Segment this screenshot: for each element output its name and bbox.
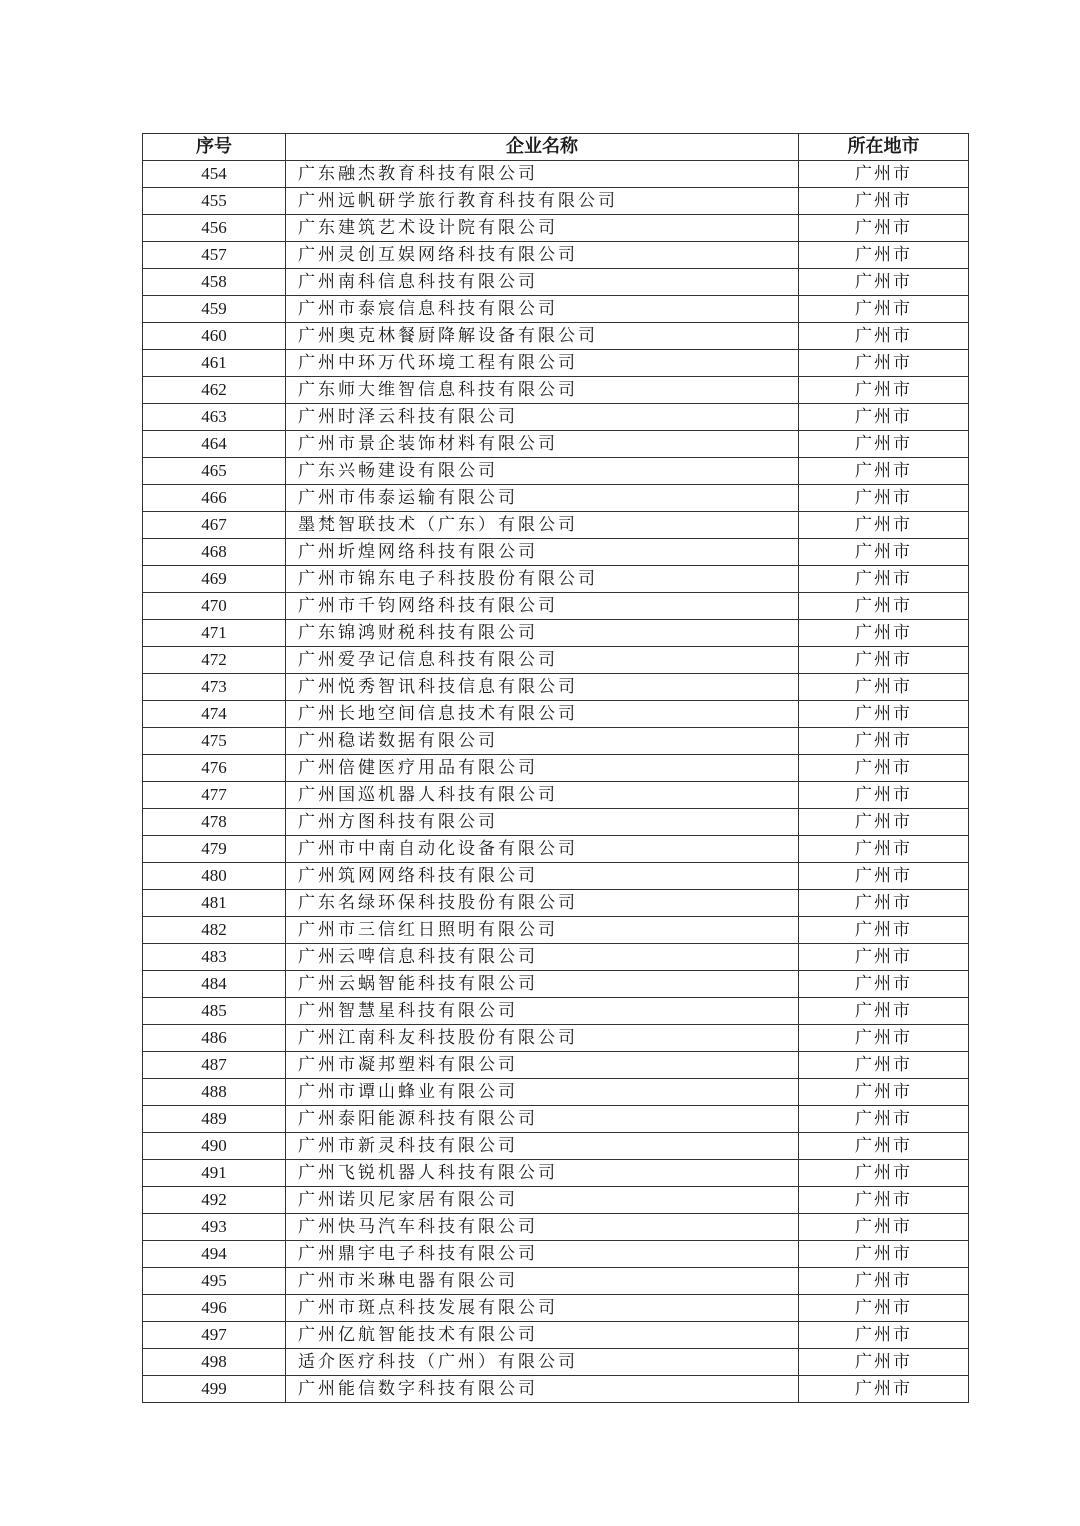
table-header-row	[143, 134, 969, 161]
serial-number-cell: 494	[143, 1241, 286, 1268]
serial-number-cell: 470	[143, 593, 286, 620]
table-row	[143, 1160, 969, 1187]
company-name-cell: 广州倍健医疗用品有限公司	[286, 755, 799, 782]
table-row	[143, 539, 969, 566]
serial-number-cell: 484	[143, 971, 286, 998]
company-name-cell: 广州市米琳电器有限公司	[286, 1268, 799, 1295]
table-row	[143, 917, 969, 944]
enterprise-table	[142, 133, 969, 1403]
company-name-cell: 广州南科信息科技有限公司	[286, 269, 799, 296]
city-cell: 广州市	[799, 269, 969, 296]
city-cell: 广州市	[799, 1079, 969, 1106]
table-row	[143, 350, 969, 377]
serial-number-cell: 464	[143, 431, 286, 458]
serial-number-cell: 475	[143, 728, 286, 755]
table-row	[143, 1079, 969, 1106]
table-row	[143, 863, 969, 890]
table-row	[143, 701, 969, 728]
table-row	[143, 890, 969, 917]
table-row	[143, 1295, 969, 1322]
company-name-cell: 广州江南科友科技股份有限公司	[286, 1025, 799, 1052]
company-name-cell: 广东融杰教育科技有限公司	[286, 161, 799, 188]
company-name-cell: 广州智慧星科技有限公司	[286, 998, 799, 1025]
table-row	[143, 269, 969, 296]
city-cell: 广州市	[799, 1106, 969, 1133]
city-cell: 广州市	[799, 485, 969, 512]
company-name-cell: 广州市谭山蜂业有限公司	[286, 1079, 799, 1106]
serial-number-cell: 472	[143, 647, 286, 674]
city-cell: 广州市	[799, 1133, 969, 1160]
company-name-cell: 广州奥克林餐厨降解设备有限公司	[286, 323, 799, 350]
serial-number-cell: 471	[143, 620, 286, 647]
company-name-cell: 广州市泰宸信息科技有限公司	[286, 296, 799, 323]
table-row	[143, 1241, 969, 1268]
serial-number-cell: 485	[143, 998, 286, 1025]
serial-number-cell: 456	[143, 215, 286, 242]
serial-number-cell: 493	[143, 1214, 286, 1241]
city-cell: 广州市	[799, 647, 969, 674]
city-cell: 广州市	[799, 1052, 969, 1079]
serial-number-cell: 468	[143, 539, 286, 566]
table-row	[143, 836, 969, 863]
header-city: 所在地市	[799, 134, 969, 161]
company-name-cell: 广州长地空间信息技术有限公司	[286, 701, 799, 728]
company-name-cell: 广州时泽云科技有限公司	[286, 404, 799, 431]
company-name-cell: 广州灵创互娱网络科技有限公司	[286, 242, 799, 269]
company-name-cell: 广东名绿环保科技股份有限公司	[286, 890, 799, 917]
table-row	[143, 971, 969, 998]
table-row	[143, 323, 969, 350]
serial-number-cell: 478	[143, 809, 286, 836]
city-cell: 广州市	[799, 458, 969, 485]
company-name-cell: 墨梵智联技术（广东）有限公司	[286, 512, 799, 539]
table-row	[143, 620, 969, 647]
company-name-cell: 广州国巡机器人科技有限公司	[286, 782, 799, 809]
serial-number-cell: 480	[143, 863, 286, 890]
document-page	[142, 133, 968, 1403]
table-row	[143, 188, 969, 215]
table-row	[143, 215, 969, 242]
header-company-name: 企业名称	[286, 134, 799, 161]
table-row	[143, 404, 969, 431]
city-cell: 广州市	[799, 674, 969, 701]
company-name-cell: 广州能信数字科技有限公司	[286, 1376, 799, 1403]
serial-number-cell: 474	[143, 701, 286, 728]
city-cell: 广州市	[799, 242, 969, 269]
city-cell: 广州市	[799, 890, 969, 917]
city-cell: 广州市	[799, 1376, 969, 1403]
city-cell: 广州市	[799, 593, 969, 620]
table-row	[143, 782, 969, 809]
table-row	[143, 377, 969, 404]
table-body	[143, 161, 969, 1403]
serial-number-cell: 477	[143, 782, 286, 809]
serial-number-cell: 486	[143, 1025, 286, 1052]
serial-number-cell: 491	[143, 1160, 286, 1187]
company-name-cell: 广州云蜗智能科技有限公司	[286, 971, 799, 998]
city-cell: 广州市	[799, 917, 969, 944]
city-cell: 广州市	[799, 1025, 969, 1052]
city-cell: 广州市	[799, 782, 969, 809]
serial-number-cell: 496	[143, 1295, 286, 1322]
city-cell: 广州市	[799, 1268, 969, 1295]
serial-number-cell: 481	[143, 890, 286, 917]
table-row	[143, 458, 969, 485]
table-row	[143, 1322, 969, 1349]
serial-number-cell: 467	[143, 512, 286, 539]
company-name-cell: 广州市千钧网络科技有限公司	[286, 593, 799, 620]
table-row	[143, 647, 969, 674]
company-name-cell: 广州方图科技有限公司	[286, 809, 799, 836]
table-row	[143, 1349, 969, 1376]
table-row	[143, 242, 969, 269]
serial-number-cell: 462	[143, 377, 286, 404]
header-serial-number: 序号	[143, 134, 286, 161]
city-cell: 广州市	[799, 701, 969, 728]
table-row	[143, 512, 969, 539]
city-cell: 广州市	[799, 836, 969, 863]
table-row	[143, 728, 969, 755]
table-row	[143, 566, 969, 593]
serial-number-cell: 495	[143, 1268, 286, 1295]
company-name-cell: 广州快马汽车科技有限公司	[286, 1214, 799, 1241]
city-cell: 广州市	[799, 539, 969, 566]
serial-number-cell: 465	[143, 458, 286, 485]
city-cell: 广州市	[799, 350, 969, 377]
table-row	[143, 998, 969, 1025]
company-name-cell: 广州市中南自动化设备有限公司	[286, 836, 799, 863]
table-row	[143, 755, 969, 782]
city-cell: 广州市	[799, 431, 969, 458]
serial-number-cell: 489	[143, 1106, 286, 1133]
table-row	[143, 593, 969, 620]
city-cell: 广州市	[799, 728, 969, 755]
company-name-cell: 广东建筑艺术设计院有限公司	[286, 215, 799, 242]
company-name-cell: 广州云啤信息科技有限公司	[286, 944, 799, 971]
company-name-cell: 广州市锦东电子科技股份有限公司	[286, 566, 799, 593]
serial-number-cell: 488	[143, 1079, 286, 1106]
table-row	[143, 1376, 969, 1403]
table-row	[143, 296, 969, 323]
serial-number-cell: 483	[143, 944, 286, 971]
city-cell: 广州市	[799, 1160, 969, 1187]
serial-number-cell: 499	[143, 1376, 286, 1403]
city-cell: 广州市	[799, 809, 969, 836]
table-row	[143, 944, 969, 971]
company-name-cell: 广州远帆研学旅行教育科技有限公司	[286, 188, 799, 215]
city-cell: 广州市	[799, 755, 969, 782]
company-name-cell: 广州泰阳能源科技有限公司	[286, 1106, 799, 1133]
company-name-cell: 广州亿航智能技术有限公司	[286, 1322, 799, 1349]
serial-number-cell: 479	[143, 836, 286, 863]
company-name-cell: 广东锦鸿财税科技有限公司	[286, 620, 799, 647]
company-name-cell: 广州市三信红日照明有限公司	[286, 917, 799, 944]
city-cell: 广州市	[799, 1295, 969, 1322]
table-row	[143, 431, 969, 458]
serial-number-cell: 457	[143, 242, 286, 269]
city-cell: 广州市	[799, 323, 969, 350]
company-name-cell: 广州鼎宇电子科技有限公司	[286, 1241, 799, 1268]
city-cell: 广州市	[799, 296, 969, 323]
serial-number-cell: 487	[143, 1052, 286, 1079]
city-cell: 广州市	[799, 1349, 969, 1376]
city-cell: 广州市	[799, 998, 969, 1025]
company-name-cell: 广东师大维智信息科技有限公司	[286, 377, 799, 404]
serial-number-cell: 458	[143, 269, 286, 296]
company-name-cell: 广州市斑点科技发展有限公司	[286, 1295, 799, 1322]
serial-number-cell: 482	[143, 917, 286, 944]
city-cell: 广州市	[799, 404, 969, 431]
serial-number-cell: 459	[143, 296, 286, 323]
company-name-cell: 广州悦秀智讯科技信息有限公司	[286, 674, 799, 701]
table-row	[143, 674, 969, 701]
company-name-cell: 广州筑网网络科技有限公司	[286, 863, 799, 890]
serial-number-cell: 469	[143, 566, 286, 593]
city-cell: 广州市	[799, 215, 969, 242]
company-name-cell: 广州市景企装饰材料有限公司	[286, 431, 799, 458]
table-row	[143, 1106, 969, 1133]
table-row	[143, 161, 969, 188]
serial-number-cell: 473	[143, 674, 286, 701]
city-cell: 广州市	[799, 863, 969, 890]
company-name-cell: 广东兴畅建设有限公司	[286, 458, 799, 485]
company-name-cell: 广州飞锐机器人科技有限公司	[286, 1160, 799, 1187]
serial-number-cell: 461	[143, 350, 286, 377]
serial-number-cell: 466	[143, 485, 286, 512]
company-name-cell: 广州市新灵科技有限公司	[286, 1133, 799, 1160]
company-name-cell: 广州中环万代环境工程有限公司	[286, 350, 799, 377]
table-row	[143, 1214, 969, 1241]
table-row	[143, 485, 969, 512]
company-name-cell: 广州市凝邦塑料有限公司	[286, 1052, 799, 1079]
company-name-cell: 广州诺贝尼家居有限公司	[286, 1187, 799, 1214]
company-name-cell: 适介医疗科技（广州）有限公司	[286, 1349, 799, 1376]
company-name-cell: 广州稳诺数据有限公司	[286, 728, 799, 755]
city-cell: 广州市	[799, 944, 969, 971]
city-cell: 广州市	[799, 971, 969, 998]
serial-number-cell: 455	[143, 188, 286, 215]
city-cell: 广州市	[799, 1214, 969, 1241]
table-row	[143, 1187, 969, 1214]
serial-number-cell: 498	[143, 1349, 286, 1376]
table-row	[143, 1052, 969, 1079]
city-cell: 广州市	[799, 620, 969, 647]
city-cell: 广州市	[799, 1322, 969, 1349]
serial-number-cell: 454	[143, 161, 286, 188]
serial-number-cell: 492	[143, 1187, 286, 1214]
serial-number-cell: 490	[143, 1133, 286, 1160]
table-row	[143, 1133, 969, 1160]
city-cell: 广州市	[799, 1187, 969, 1214]
company-name-cell: 广州市伟泰运输有限公司	[286, 485, 799, 512]
company-name-cell: 广州爱孕记信息科技有限公司	[286, 647, 799, 674]
serial-number-cell: 460	[143, 323, 286, 350]
city-cell: 广州市	[799, 566, 969, 593]
city-cell: 广州市	[799, 188, 969, 215]
table-row	[143, 1268, 969, 1295]
serial-number-cell: 476	[143, 755, 286, 782]
table-row	[143, 1025, 969, 1052]
city-cell: 广州市	[799, 512, 969, 539]
city-cell: 广州市	[799, 1241, 969, 1268]
company-name-cell: 广州圻煌网络科技有限公司	[286, 539, 799, 566]
table-row	[143, 809, 969, 836]
serial-number-cell: 463	[143, 404, 286, 431]
serial-number-cell: 497	[143, 1322, 286, 1349]
city-cell: 广州市	[799, 377, 969, 404]
city-cell: 广州市	[799, 161, 969, 188]
